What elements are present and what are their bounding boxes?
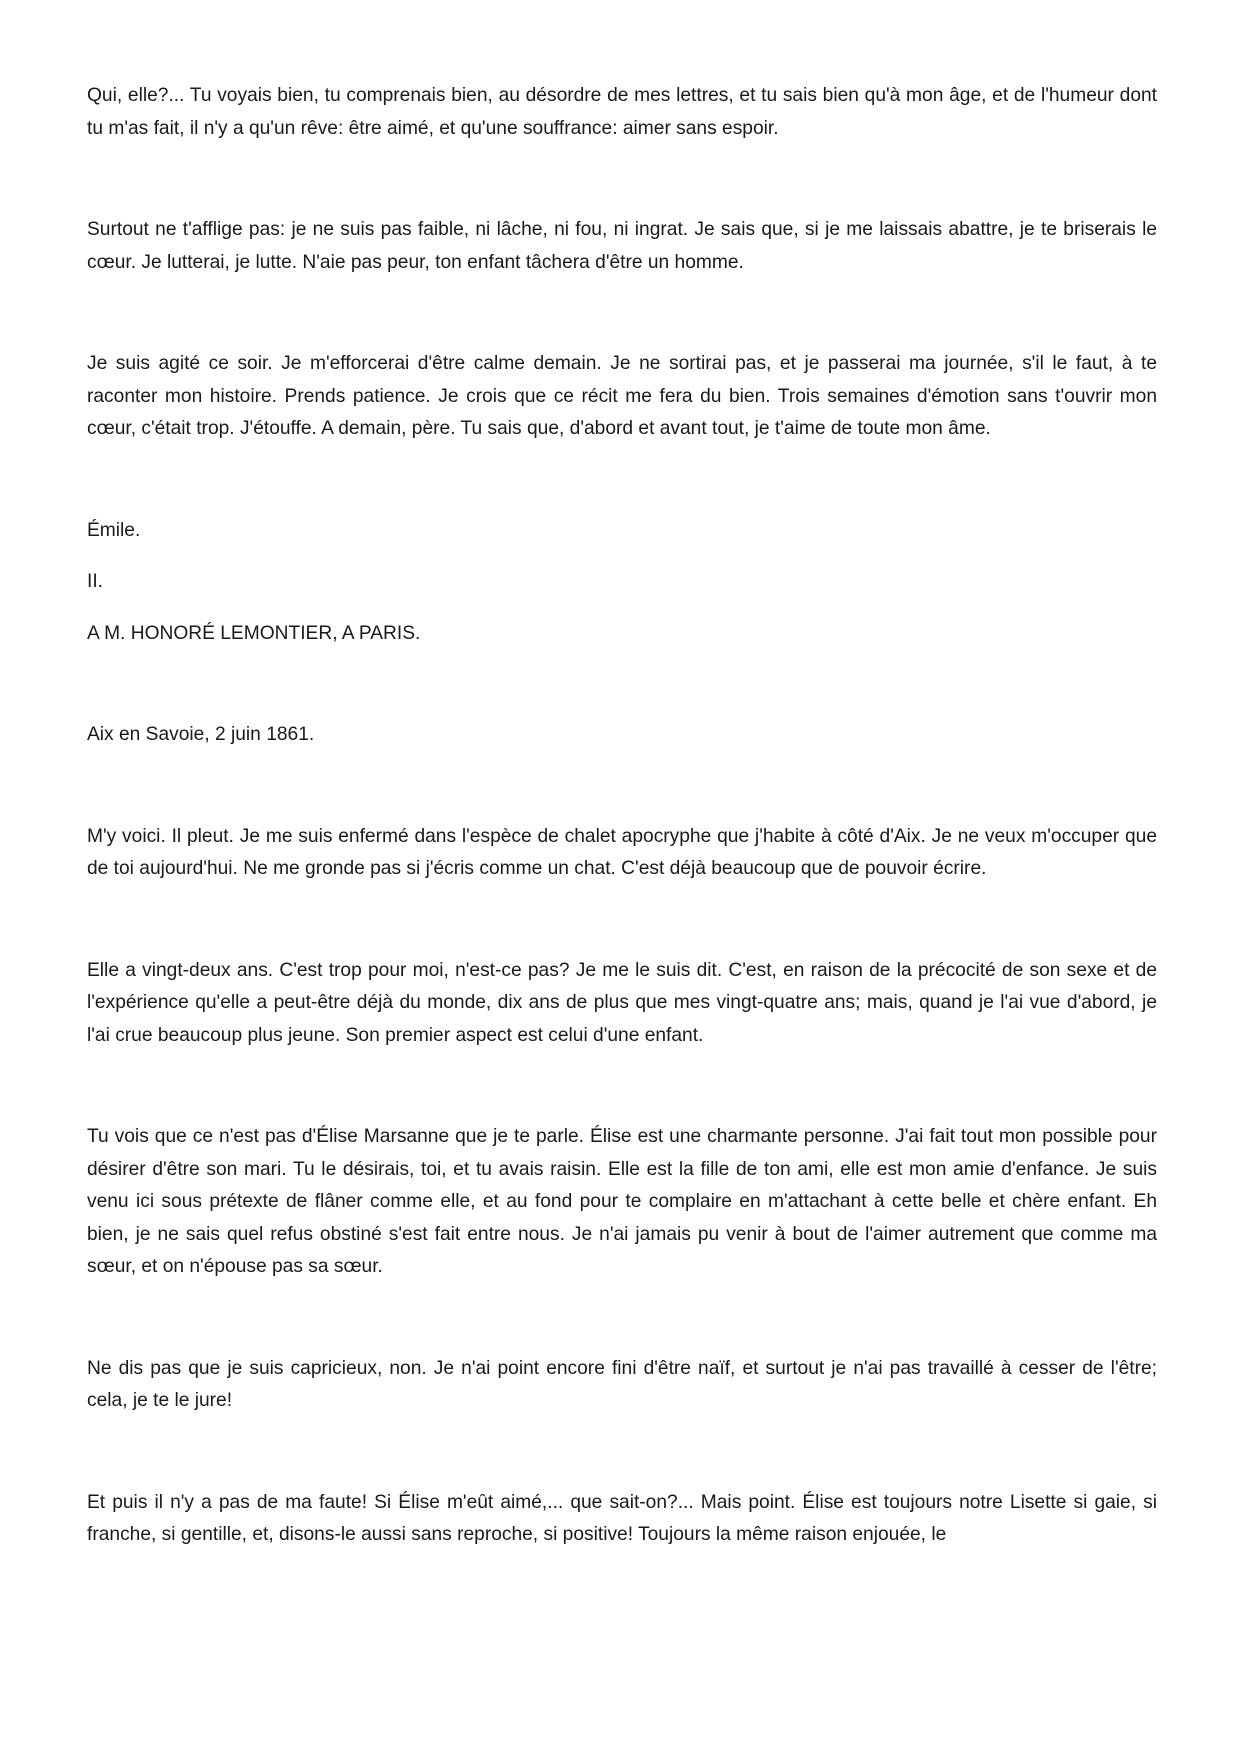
letter-dateline: Aix en Savoie, 2 juin 1861. (87, 724, 315, 745)
paragraph-fault: Et puis il n'y a pas de ma faute! Si Élise m'eût aimé,... que sait-on?... Mais point. Élise est toujours notre Lisette si gaie, si franche, si gentille, et, disons-le aussi sans reproche, si positive! Toujours la même raison enjouée, le (87, 1491, 1157, 1545)
document-page (87, 80, 1157, 1552)
paragraph-arrival: M'y voici. Il pleut. Je me suis enfermé dans l'espèce de chalet apocryphe que j'habite à côté d'Aix. Je ne veux m'occuper que de toi aujourd'hui. Ne me gronde pas si j'écris comme un chat. C'est déjà beaucoup que de pouvoir écrire. (87, 825, 1157, 879)
paragraph-elise: Tu vois que ce n'est pas d'Élise Marsanne que je te parle. Élise est une charmante personne. J'ai fait tout mon possible pour désirer d'être son mari. Tu le désirais, toi, et tu avais raisin. Elle est la fille de ton ami, elle est mon amie d'enfance. Je suis venu ici sous prétexte de flâner comme elle, et au fond pour te complaire en m'attachant à cette belle et chère enfant. Eh bien, je ne sais quel refus obstiné s'est fait entre nous. Je n'ai jamais pu venir à bout de l'aimer autrement que comme ma sœur, et on n'épouse pas sa sœur. (87, 1126, 1157, 1277)
letter-number: II. (87, 571, 103, 592)
paragraph-intro: Qui, elle?... Tu voyais bien, tu comprenais bien, au désordre de mes lettres, et tu sais bien qu'à mon âge, et de l'humeur dont tu m'as fait, il n'y a qu'un rêve: être aimé, et qu'une souffrance: aimer sans espoir. (87, 85, 1157, 139)
paragraph-reassurance: Surtout ne t'afflige pas: je ne suis pas faible, ni lâche, ni fou, ni ingrat. Je sais que, si je me laissais abattre, je te briserais le cœur. Je lutterai, je lutte. N'aie pas peur, ton enfant tâchera d'être un homme. (87, 219, 1157, 273)
signature: Émile. (87, 519, 141, 541)
paragraph-age: Elle a vingt-deux ans. C'est trop pour moi, n'est-ce pas? Je me le suis dit. C'est, en raison de la précocité de son sexe et de l'expérience qu'elle a peut-être déjà du monde, dix ans de plus que mes vingt-quatre ans; mais, quand je l'ai vue d'abord, je l'ai crue beaucoup plus jeune. Son premier aspect est celui d'une enfant. (87, 959, 1157, 1046)
paragraph-agitated: Je suis agité ce soir. Je m'efforcerai d'être calme demain. Je ne sortirai pas, et je passerai ma journée, s'il le faut, à te raconter mon histoire. Prends patience. Je crois que ce récit me fera du bien. Trois semaines d'émotion sans t'ouvrir mon cœur, c'était trop. J'étouffe. A demain, père. Tu sais que, d'abord et avant tout, je t'aime de toute mon âme. (87, 353, 1157, 439)
paragraph-capricious: Ne dis pas que je suis capricieux, non. Je n'ai point encore fini d'être naïf, et surtout je n'ai pas travaillé à cesser de l'être; cela, je te le jure! (87, 1357, 1157, 1411)
letter-addressee: A M. HONORÉ LEMONTIER, A PARIS. (87, 622, 421, 644)
